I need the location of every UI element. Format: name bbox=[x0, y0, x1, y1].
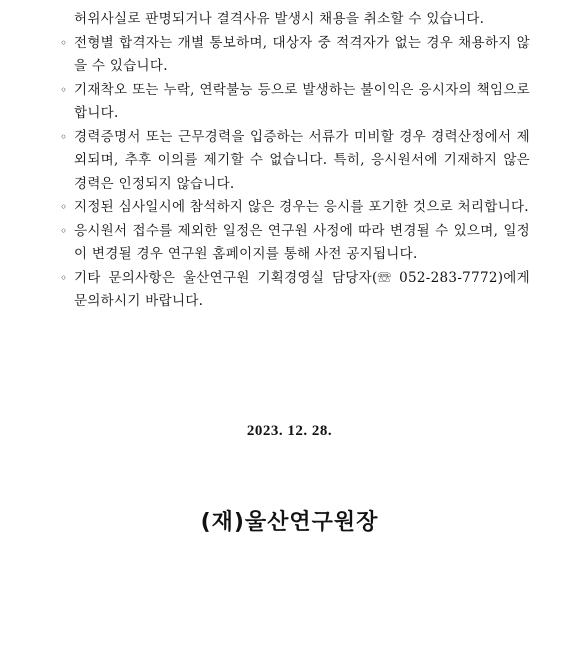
issuer-signature: (재)울산연구원장 bbox=[200, 510, 379, 535]
notice-item-error bbox=[60, 79, 530, 126]
notice-body bbox=[60, 8, 530, 314]
notice-item-attendance bbox=[60, 196, 530, 220]
notice-item-text: 기타 문의사항은 울산연구원 기획경영실 담당자(☏ 052-283-7772)에게 문의하시기 바랍니다. bbox=[74, 269, 530, 309]
notice-item-text: 전형별 합격자는 개별 통보하며, 대상자 중 적격자가 없는 경우 채용하지 않을 수 있습니다. bbox=[74, 34, 530, 74]
notice-item-contact bbox=[60, 267, 530, 314]
notice-item-text: 지정된 심사일시에 참석하지 않은 경우는 응시를 포기한 것으로 처리합니다. bbox=[74, 199, 529, 215]
bullet-icon: ◦ bbox=[60, 82, 68, 97]
notice-item-schedule bbox=[60, 220, 530, 267]
bullet-icon: ◦ bbox=[60, 35, 68, 50]
bullet-icon: ◦ bbox=[60, 223, 68, 238]
bullet-icon: ◦ bbox=[60, 200, 68, 214]
notice-item-text: 응시원서 접수를 제외한 일정은 연구원 사정에 따라 변경될 수 있으며, 일정이 변경될 경우 연구원 홈페이지를 통해 사전 공지됩니다. bbox=[74, 222, 530, 262]
notice-item-text: 경력증명서 또는 근무경력을 입증하는 서류가 미비할 경우 경력산정에서 제외되며, 추후 이의를 제기할 수 없습니다. 특히, 응시원서에 기재하지 않은 경력은 인정되지 않습니다. bbox=[74, 128, 530, 192]
bullet-icon: ◦ bbox=[60, 270, 68, 285]
notice-item-text: 기재착오 또는 누락, 연락불능 등으로 발생하는 불이익은 응시자의 책임으로 합니다. bbox=[74, 81, 530, 121]
bullet-icon: ◦ bbox=[60, 129, 68, 144]
notice-item-result bbox=[60, 32, 530, 79]
continuation-text: 허위사실로 판명되거나 결격사유 발생시 채용을 취소할 수 있습니다. bbox=[74, 11, 485, 27]
announcement-date: 2023. 12. 28. bbox=[246, 423, 333, 439]
notice-item-career bbox=[60, 126, 530, 197]
